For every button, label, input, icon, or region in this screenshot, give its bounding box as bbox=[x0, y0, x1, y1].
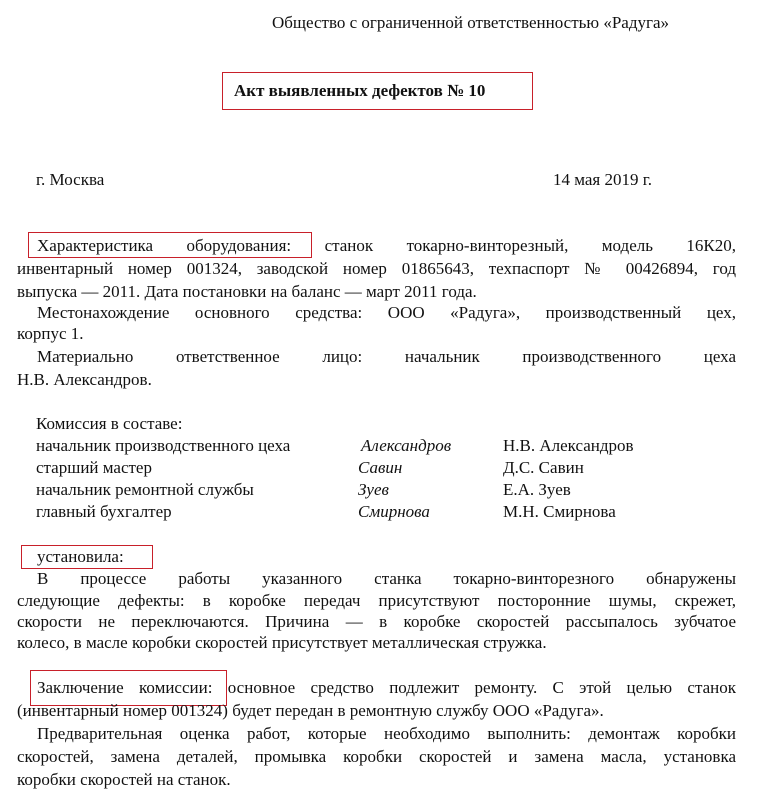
member-name: Е.А. Зуев bbox=[503, 480, 571, 499]
member-name: М.Н. Смирнова bbox=[503, 502, 616, 521]
location-line-1: Местонахождение основного средства: ООО «Радуга», производственный цех, bbox=[37, 303, 736, 322]
document-title: Акт выявленных дефектов № 10 bbox=[234, 81, 486, 100]
responsible-line-2: Н.В. Александров. bbox=[17, 370, 152, 389]
equipment-line-1: Характеристика оборудования: станок токарно-винторезный, модель 16К20, bbox=[37, 236, 737, 255]
city: г. Москва bbox=[36, 170, 105, 189]
established-line-3: скорости не переключаются. Причина — в коробке скоростей рассыпалось зубчатое bbox=[17, 612, 736, 631]
conclusion-line-5: коробки скоростей на станок. bbox=[17, 770, 231, 789]
established-label: установила: bbox=[37, 547, 124, 566]
conclusion-label: Заключение комиссии: bbox=[37, 678, 213, 697]
established-line-4: колесо, в масле коробки скоростей присутствует металлическая стружка. bbox=[17, 633, 547, 652]
member-position: начальник производственного цеха bbox=[36, 436, 291, 455]
organization-name: Общество с ограниченной ответственностью «Радуга» bbox=[272, 13, 669, 32]
commission-heading: Комиссия в составе: bbox=[36, 414, 183, 433]
member-signature: Зуев bbox=[358, 480, 389, 499]
member-signature: Александров bbox=[361, 436, 452, 455]
member-position: старший мастер bbox=[36, 458, 152, 477]
location-line-2: корпус 1. bbox=[17, 324, 84, 343]
member-name: Д.С. Савин bbox=[503, 458, 584, 477]
responsible-line-1: Материально ответственное лицо: начальник производственного цеха bbox=[37, 347, 736, 366]
established-line-2: следующие дефекты: в коробке передач присутствуют посторонние шумы, скрежет, bbox=[17, 591, 736, 610]
conclusion-line-4: скоростей, замена деталей, промывка коробки скоростей и замена масла, установка bbox=[17, 747, 736, 766]
member-position: главный бухгалтер bbox=[36, 502, 172, 521]
conclusion-line-1: Заключение комиссии: основное средство подлежит ремонту. С этой целью станок bbox=[37, 678, 737, 697]
document-date: 14 мая 2019 г. bbox=[553, 170, 653, 189]
member-name: Н.В. Александров bbox=[503, 436, 634, 455]
established-line-1: В процессе работы указанного станка токарно-винторезного обнаружены bbox=[37, 569, 736, 588]
equipment-line-2: инвентарный номер 001324, заводской номер 01865643, техпаспорт № 00426894, год bbox=[17, 259, 736, 278]
equipment-line-3: выпуска — 2011. Дата постановки на баланс — март 2011 года. bbox=[17, 282, 477, 301]
member-signature: Савин bbox=[358, 458, 403, 477]
member-signature: Смирнова bbox=[358, 502, 430, 521]
member-position: начальник ремонтной службы bbox=[36, 480, 254, 499]
conclusion-line-2: (инвентарный номер 001324) будет передан в ремонтную службу ООО «Радуга». bbox=[17, 701, 604, 720]
conclusion-line-3: Предварительная оценка работ, которые необходимо выполнить: демонтаж коробки bbox=[37, 724, 736, 743]
equipment-label: Характеристика оборудования: bbox=[37, 236, 292, 255]
